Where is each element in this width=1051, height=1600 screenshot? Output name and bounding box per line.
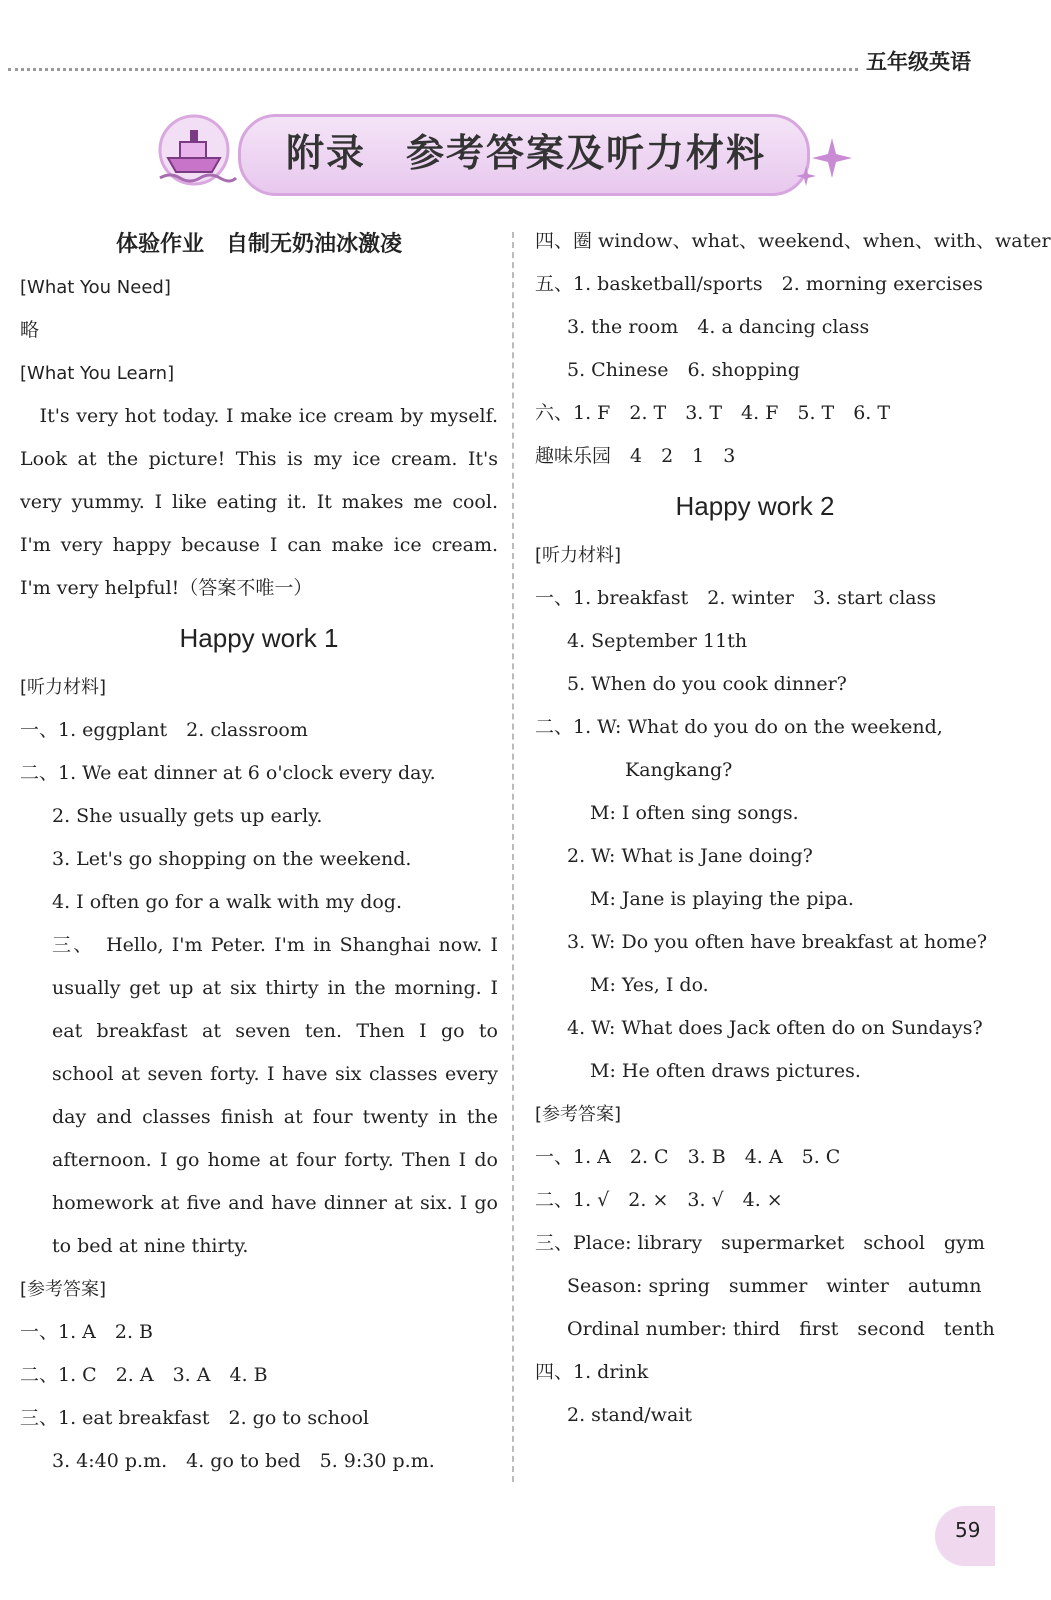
right-column-line: 4. September 11th bbox=[567, 630, 748, 652]
right-column-line: 二、1. √ 2. × 3. √ 4. × bbox=[535, 1189, 783, 1211]
right-column-line: 3. the room 4. a dancing class bbox=[567, 316, 870, 338]
right-column bbox=[535, 220, 1051, 1437]
page-number: 59 bbox=[935, 1506, 995, 1566]
left-column-line: 略 bbox=[20, 319, 40, 341]
right-column-line: Ordinal number: third first second tenth bbox=[567, 1318, 995, 1340]
right-column-line: 3. W: Do you often have breakfast at home? bbox=[567, 931, 988, 953]
left-column-line: [参考答案] bbox=[20, 1279, 107, 1300]
left-column-line: 二、1. We eat dinner at 6 o'clock every day. bbox=[20, 762, 436, 784]
sparkle-icon bbox=[796, 134, 856, 194]
left-column-line: 一、1. eggplant 2. classroom bbox=[20, 719, 308, 741]
right-column-line: 五、1. basketball/sports 2. morning exercises bbox=[535, 273, 983, 295]
left-column-line: 3. Let's go shopping on the weekend. bbox=[52, 848, 412, 870]
right-column-line: 5. When do you cook dinner? bbox=[567, 673, 847, 695]
right-column-line: M: Jane is playing the pipa. bbox=[590, 888, 854, 910]
right-column-line: 二、1. W: What do you do on the weekend, bbox=[535, 716, 943, 738]
right-column-line: Kangkang? bbox=[625, 759, 733, 781]
right-column-line: Happy work 2 bbox=[675, 491, 835, 521]
column-divider bbox=[512, 232, 514, 1482]
right-column-line: 四、1. drink bbox=[535, 1361, 649, 1383]
right-column-line: 趣味乐园 4 2 1 3 bbox=[535, 445, 736, 467]
left-column-line: 三、 Hello, I'm Peter. I'm in Shanghai now. I usually get up at six thirty in the morning. I eat breakfast at seven ten. Then I go to school at seven forty. I have six classes every day and classes finish at four twenty in the afternoon. I go home at four forty. Then I do homework at five and have dinner at six. I go to bed at nine thirty. bbox=[52, 934, 498, 1257]
left-column-line: [What You Need] bbox=[20, 277, 171, 298]
left-column-line: It's very hot today. I make ice cream by myself. Look at the picture! This is my ice cream. It's very yummy. I like eating it. It makes me cool. I'm very happy because I can make ice cream. I'm very helpful!（答案不唯一） bbox=[20, 405, 498, 599]
left-column bbox=[20, 223, 498, 1483]
left-column-line: 4. I often go for a walk with my dog. bbox=[52, 891, 403, 913]
right-column-line: 一、1. A 2. C 3. B 4. A 5. C bbox=[535, 1146, 841, 1168]
left-column-line: 二、1. C 2. A 3. A 4. B bbox=[20, 1364, 268, 1386]
right-column-line: 5. Chinese 6. shopping bbox=[567, 359, 800, 381]
right-column-line: 2. stand/wait bbox=[567, 1404, 692, 1426]
page-title: 附录 参考答案及听力材料 bbox=[285, 131, 766, 175]
right-column-line: Season: spring summer winter autumn bbox=[567, 1275, 982, 1297]
left-column-line: Happy work 1 bbox=[179, 623, 339, 653]
right-column-line: 三、Place: library supermarket school gym bbox=[535, 1232, 985, 1254]
left-column-line: 2. She usually gets up early. bbox=[52, 805, 323, 827]
right-column-line: 2. W: What is Jane doing? bbox=[567, 845, 813, 867]
left-column-line: 三、1. eat breakfast 2. go to school bbox=[20, 1407, 369, 1429]
right-column-line: M: He often draws pictures. bbox=[590, 1060, 861, 1082]
header-dotted-line bbox=[8, 68, 858, 71]
left-column-line: 3. 4:40 p.m. 4. go to bed 5. 9:30 p.m. bbox=[52, 1450, 435, 1472]
ship-icon bbox=[146, 108, 240, 192]
left-column-line: 一、1. A 2. B bbox=[20, 1321, 154, 1343]
right-column-line: M: I often sing songs. bbox=[590, 802, 799, 824]
right-column-line: M: Yes, I do. bbox=[590, 974, 709, 996]
grade-subject-label: 五年级英语 bbox=[866, 50, 971, 74]
right-column-line: 4. W: What does Jack often do on Sundays? bbox=[567, 1017, 983, 1039]
right-column-line: 四、圈 window、what、weekend、when、with、water bbox=[535, 230, 1051, 252]
left-column-line: [听力材料] bbox=[20, 677, 107, 698]
right-column-line: [参考答案] bbox=[535, 1104, 622, 1125]
right-column-line: 六、1. F 2. T 3. T 4. F 5. T 6. T bbox=[535, 402, 891, 424]
left-column-line: [What You Learn] bbox=[20, 363, 175, 384]
left-column-line: 体验作业 自制无奶油冰激凌 bbox=[115, 232, 402, 257]
right-column-line: 一、1. breakfast 2. winter 3. start class bbox=[535, 587, 937, 609]
appendix-banner bbox=[146, 104, 846, 200]
right-column-line: [听力材料] bbox=[535, 545, 622, 566]
